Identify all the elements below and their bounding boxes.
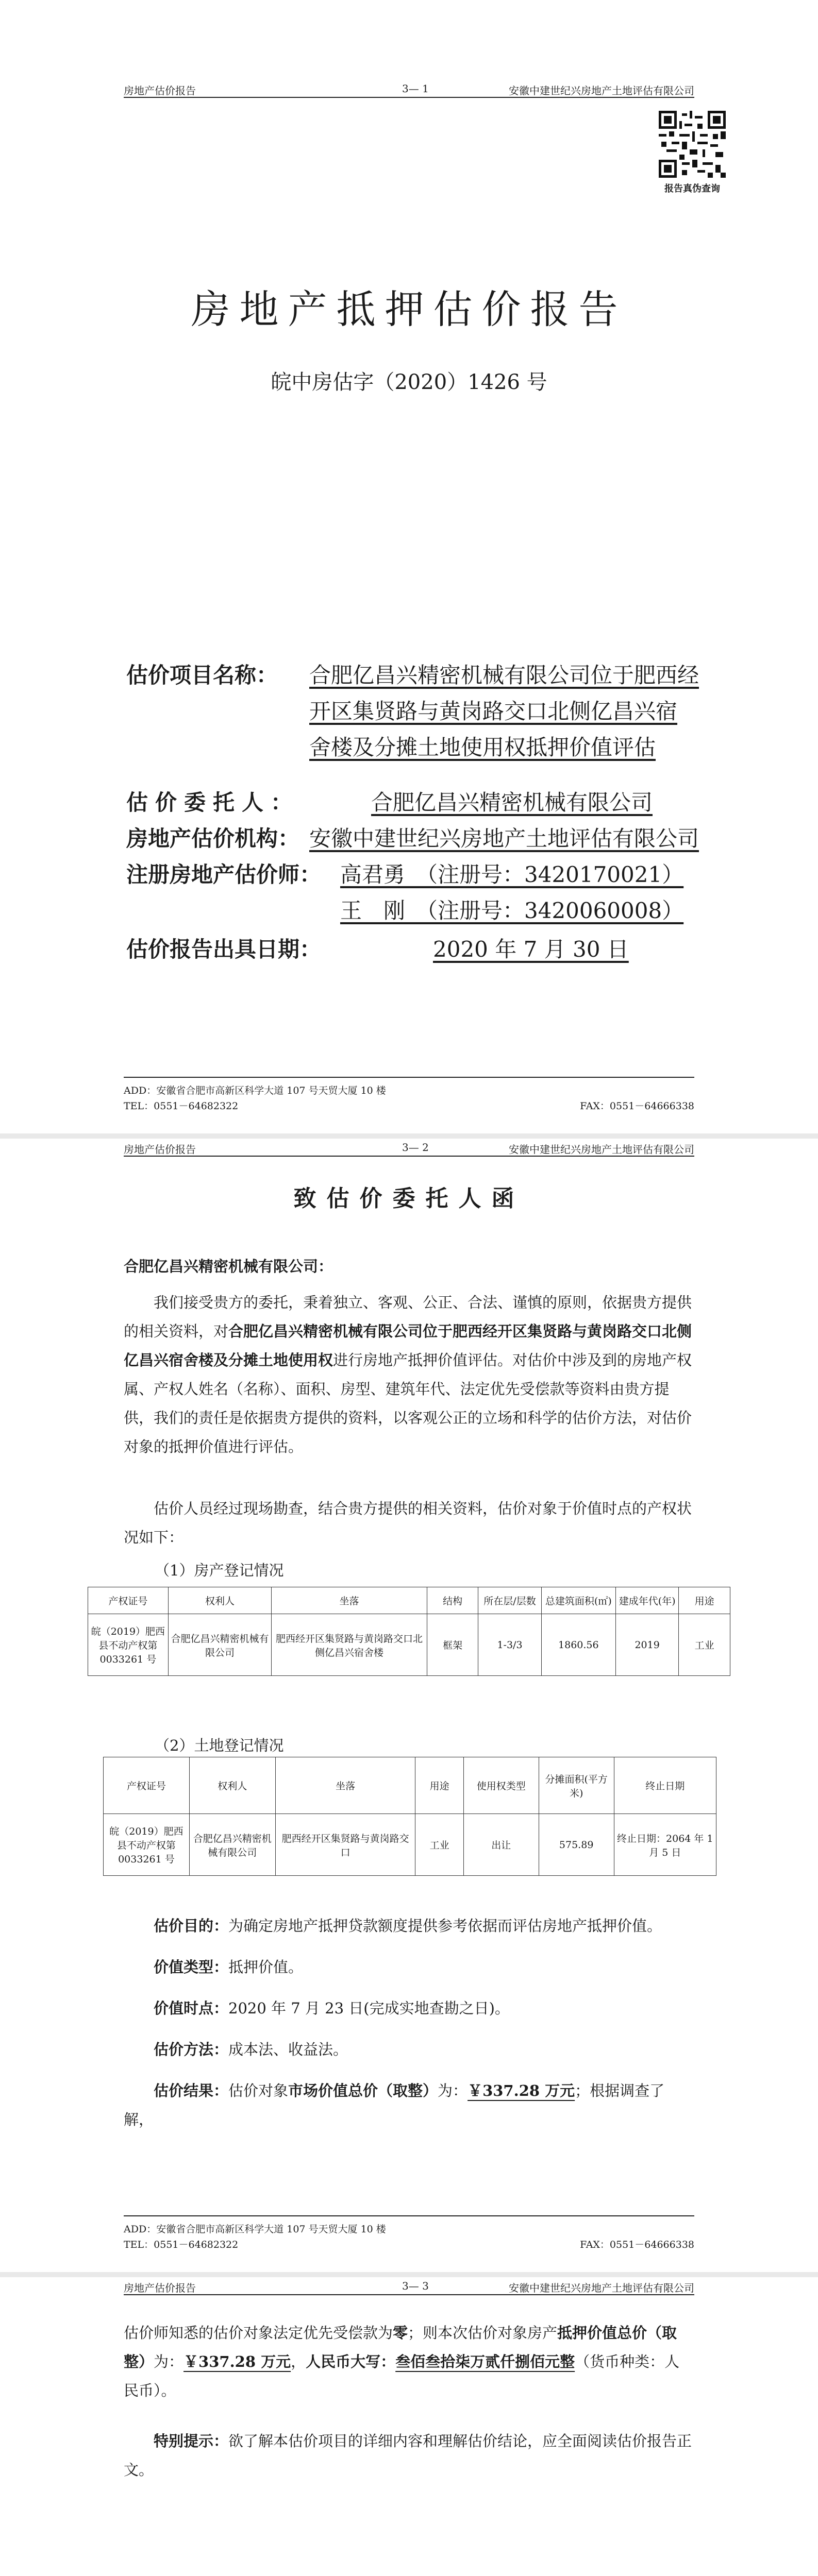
table-cell: 1860.56: [541, 1614, 616, 1676]
result-label: 估价结果：: [154, 2082, 229, 2099]
table-cell: 皖（2019）肥西县不动产权第 0033261 号: [104, 1814, 190, 1876]
table-cell: 分摊面积(平方米): [539, 1757, 614, 1814]
tip-text: 欲了解本估价项目的详细内容和理解估价结论，应全面阅读估价报告正文。: [124, 2432, 692, 2479]
header-page-number: 3— 2: [402, 1141, 429, 1154]
table-row: [104, 1814, 716, 1876]
table-cell: 权利人: [189, 1757, 275, 1814]
time-label: 价值时点：: [154, 1999, 229, 2017]
p3-zero: 零: [393, 2324, 408, 2342]
type-value: 抵押价值。: [228, 1958, 304, 1976]
report-title: 房地产抵押估价报告: [191, 286, 627, 332]
result-text: 为：: [438, 2082, 468, 2099]
footer-address: ADD：安徽省合肥市高新区科学大道 107 号天贸大厦 10 楼: [124, 2224, 386, 2235]
house-table: [88, 1587, 730, 1676]
land-table: [103, 1757, 716, 1876]
table-cell: 肥西经开区集贤路与黄岗路交口: [275, 1814, 415, 1876]
client-label: 估价委托人：: [126, 790, 300, 815]
table-cell: 用途: [415, 1757, 463, 1814]
table-cell: 工业: [415, 1814, 463, 1876]
table-cell: 建成年代(年): [616, 1587, 679, 1614]
report-number: 皖中房估字（2020）1426 号: [271, 370, 547, 394]
p1-tail: 进行房地产抵押价值评估。对估价中涉及到的房地产权属、产权人姓名（名称）、面积、房型、建筑年代、法定优先受偿款等资料由贵方提供，我们的责任是依据贵方提供的资料，以客观公正的立场和科学的估价方法，对估价对象的抵押价值进行评估。: [124, 1351, 692, 1455]
method-line: [124, 2035, 694, 2064]
table-cell: 出让: [463, 1814, 539, 1876]
footer-tel: TEL：0551－64682322: [124, 1100, 239, 1112]
header-right: 安徽中建世纪兴房地产土地评估有限公司: [509, 84, 694, 97]
purpose-value: 为确定房地产抵押贷款额度提供参考依据而评估房地产抵押价值。: [228, 1917, 662, 1935]
p3-amount: ￥337.28 万元: [183, 2353, 291, 2370]
appraiser-2: 王 刚 （注册号：3420060008）: [340, 898, 684, 923]
table-cell: 皖（2019）肥西县不动产权第 0033261 号: [88, 1614, 169, 1676]
table-cell: 终止日期：2064 年 1 月 5 日: [614, 1814, 716, 1876]
p3-rmb-label: 人民币大写：: [306, 2353, 396, 2370]
time-line: [124, 1994, 694, 2023]
p3-text: ，: [291, 2353, 306, 2370]
p3-text: 估价师知悉的估价对象法定优先受偿款为: [124, 2324, 393, 2342]
footer-tel: TEL：0551－64682322: [124, 2239, 239, 2250]
table-cell: 权利人: [168, 1587, 272, 1614]
tip-label: 特别提示：: [154, 2432, 229, 2450]
project-label: 估价项目名称：: [126, 663, 278, 688]
table-cell: 用途: [679, 1587, 730, 1614]
time-value: 2020 年 7 月 23 日(完成实地查勘之日)。: [228, 1999, 510, 2017]
client-name: 合肥亿昌兴精密机械有限公司: [371, 790, 653, 815]
page-header: [124, 82, 694, 98]
qr-caption: 报告真伪查询: [664, 183, 720, 194]
agency-label: 房地产估价机构：: [126, 826, 300, 851]
land-table-header: [104, 1757, 716, 1814]
purpose-label: 估价目的：: [154, 1917, 229, 1935]
qr-code[interactable]: [659, 111, 726, 178]
page-footer: [124, 1077, 694, 1114]
result-text: ；根据调查了解，: [124, 2082, 665, 2128]
p3-rmb: 叁佰叁拾柒万贰仟捌佰元整: [395, 2353, 575, 2370]
page-header: [124, 1141, 694, 1157]
p1-bold: 合肥亿昌兴精密机械有限公司位于肥西经开区集贤路与黄岗路交口北侧亿昌兴宿舍楼及分摊土地使用权: [124, 1323, 692, 1369]
p3-tail: （货币种类：人民币）。: [124, 2353, 680, 2399]
header-right: 安徽中建世纪兴房地产土地评估有限公司: [509, 2282, 694, 2294]
header-left: 房地产估价报告: [124, 2282, 196, 2294]
p3-text: 为：: [154, 2353, 184, 2370]
method-value: 成本法、收益法。: [228, 2041, 348, 2058]
table-cell: 肥西经开区集贤路与黄岗路交口北侧亿昌兴宿舍楼: [272, 1614, 427, 1676]
footer-fax: FAX：0551－64666338: [580, 2239, 694, 2250]
house-table-header: [88, 1587, 730, 1614]
page-3: [0, 2277, 818, 2576]
table-cell: 2019: [616, 1614, 679, 1676]
agency-name: 安徽中建世纪兴房地产土地评估有限公司: [309, 826, 699, 851]
table-cell: 坐落: [272, 1587, 427, 1614]
letter-title: 致估价委托人函: [293, 1185, 525, 1212]
page-header: [124, 2280, 694, 2295]
page-1: [0, 0, 818, 1133]
p3-text: ；则本次估价对象房产: [408, 2324, 558, 2342]
table-cell: 工业: [679, 1614, 730, 1676]
report-date: 2020 年 7 月 30 日: [433, 937, 629, 962]
letter-paragraph-2: 估价人员经过现场勘查，结合贵方提供的相关资料，估价对象于价值时点的产权状况如下：: [124, 1500, 692, 1546]
project-line-1: 合肥亿昌兴精密机械有限公司位于肥西经: [309, 663, 699, 688]
table-cell: 产权证号: [104, 1757, 190, 1814]
letter-paragraph-1: [124, 1288, 694, 1461]
appraiser-1: 高君勇 （注册号：3420170021）: [340, 862, 684, 887]
table-cell: 结构: [427, 1587, 478, 1614]
date-label: 估价报告出具日期：: [126, 937, 322, 962]
project-line-3: 舍楼及分摊土地使用权抵押价值评估: [309, 735, 656, 760]
header-page-number: 3— 1: [402, 82, 429, 95]
footer-address: ADD：安徽省合肥市高新区科学大道 107 号天贸大厦 10 楼: [124, 1085, 386, 1096]
method-label: 估价方法：: [154, 2041, 229, 2058]
header-left: 房地产估价报告: [124, 1143, 196, 1156]
table-cell: 使用权类型: [463, 1757, 539, 1814]
table-cell: 所在层/层数: [478, 1587, 541, 1614]
table-cell: 1-3/3: [478, 1614, 541, 1676]
result-line: [124, 2076, 694, 2134]
appraiser-label: 注册房地产估价师：: [126, 862, 322, 887]
result-amount: ￥337.28 万元: [468, 2082, 575, 2099]
table-cell: 合肥亿昌兴精密机械有限公司: [168, 1614, 272, 1676]
table-cell: 产权证号: [88, 1587, 169, 1614]
qr-code-icon: [659, 111, 726, 178]
table-cell: 总建筑面积(㎡): [541, 1587, 616, 1614]
project-line-2: 开区集贤路与黄岗路交口北侧亿昌兴宿: [309, 699, 678, 724]
letter-paragraph-3: [124, 2318, 694, 2405]
header-left: 房地产估价报告: [124, 84, 196, 97]
table-cell: 终止日期: [614, 1757, 716, 1814]
special-tip: [124, 2427, 694, 2484]
page-2: [0, 1139, 818, 2272]
section-land: （2）土地登记情况: [155, 1737, 284, 1754]
page-footer: [124, 2215, 694, 2252]
table-row: [88, 1614, 730, 1676]
result-bold: 市场价值总价（取整）: [288, 2082, 438, 2099]
table-cell: 575.89: [539, 1814, 614, 1876]
purpose-line: [124, 1911, 694, 1940]
table-cell: 坐落: [275, 1757, 415, 1814]
table-cell: 合肥亿昌兴精密机械有限公司: [189, 1814, 275, 1876]
header-page-number: 3— 3: [402, 2280, 429, 2292]
result-text: 估价对象: [228, 2082, 289, 2099]
footer-fax: FAX：0551－64666338: [580, 1100, 694, 1112]
type-line: [124, 1953, 694, 1981]
p3-bold: 抵押价值总价（取整）: [124, 2324, 677, 2370]
type-label: 价值类型：: [154, 1958, 229, 1976]
letter-addressee: 合肥亿昌兴精密机械有限公司：: [124, 1258, 333, 1275]
header-right: 安徽中建世纪兴房地产土地评估有限公司: [509, 1143, 694, 1156]
p1-text: 我们接受贵方的委托，秉着独立、客观、公正、合法、谨慎的原则，依据贵方提供的相关资料，对: [124, 1294, 692, 1340]
section-house: （1）房产登记情况: [155, 1562, 284, 1579]
table-cell: 框架: [427, 1614, 478, 1676]
